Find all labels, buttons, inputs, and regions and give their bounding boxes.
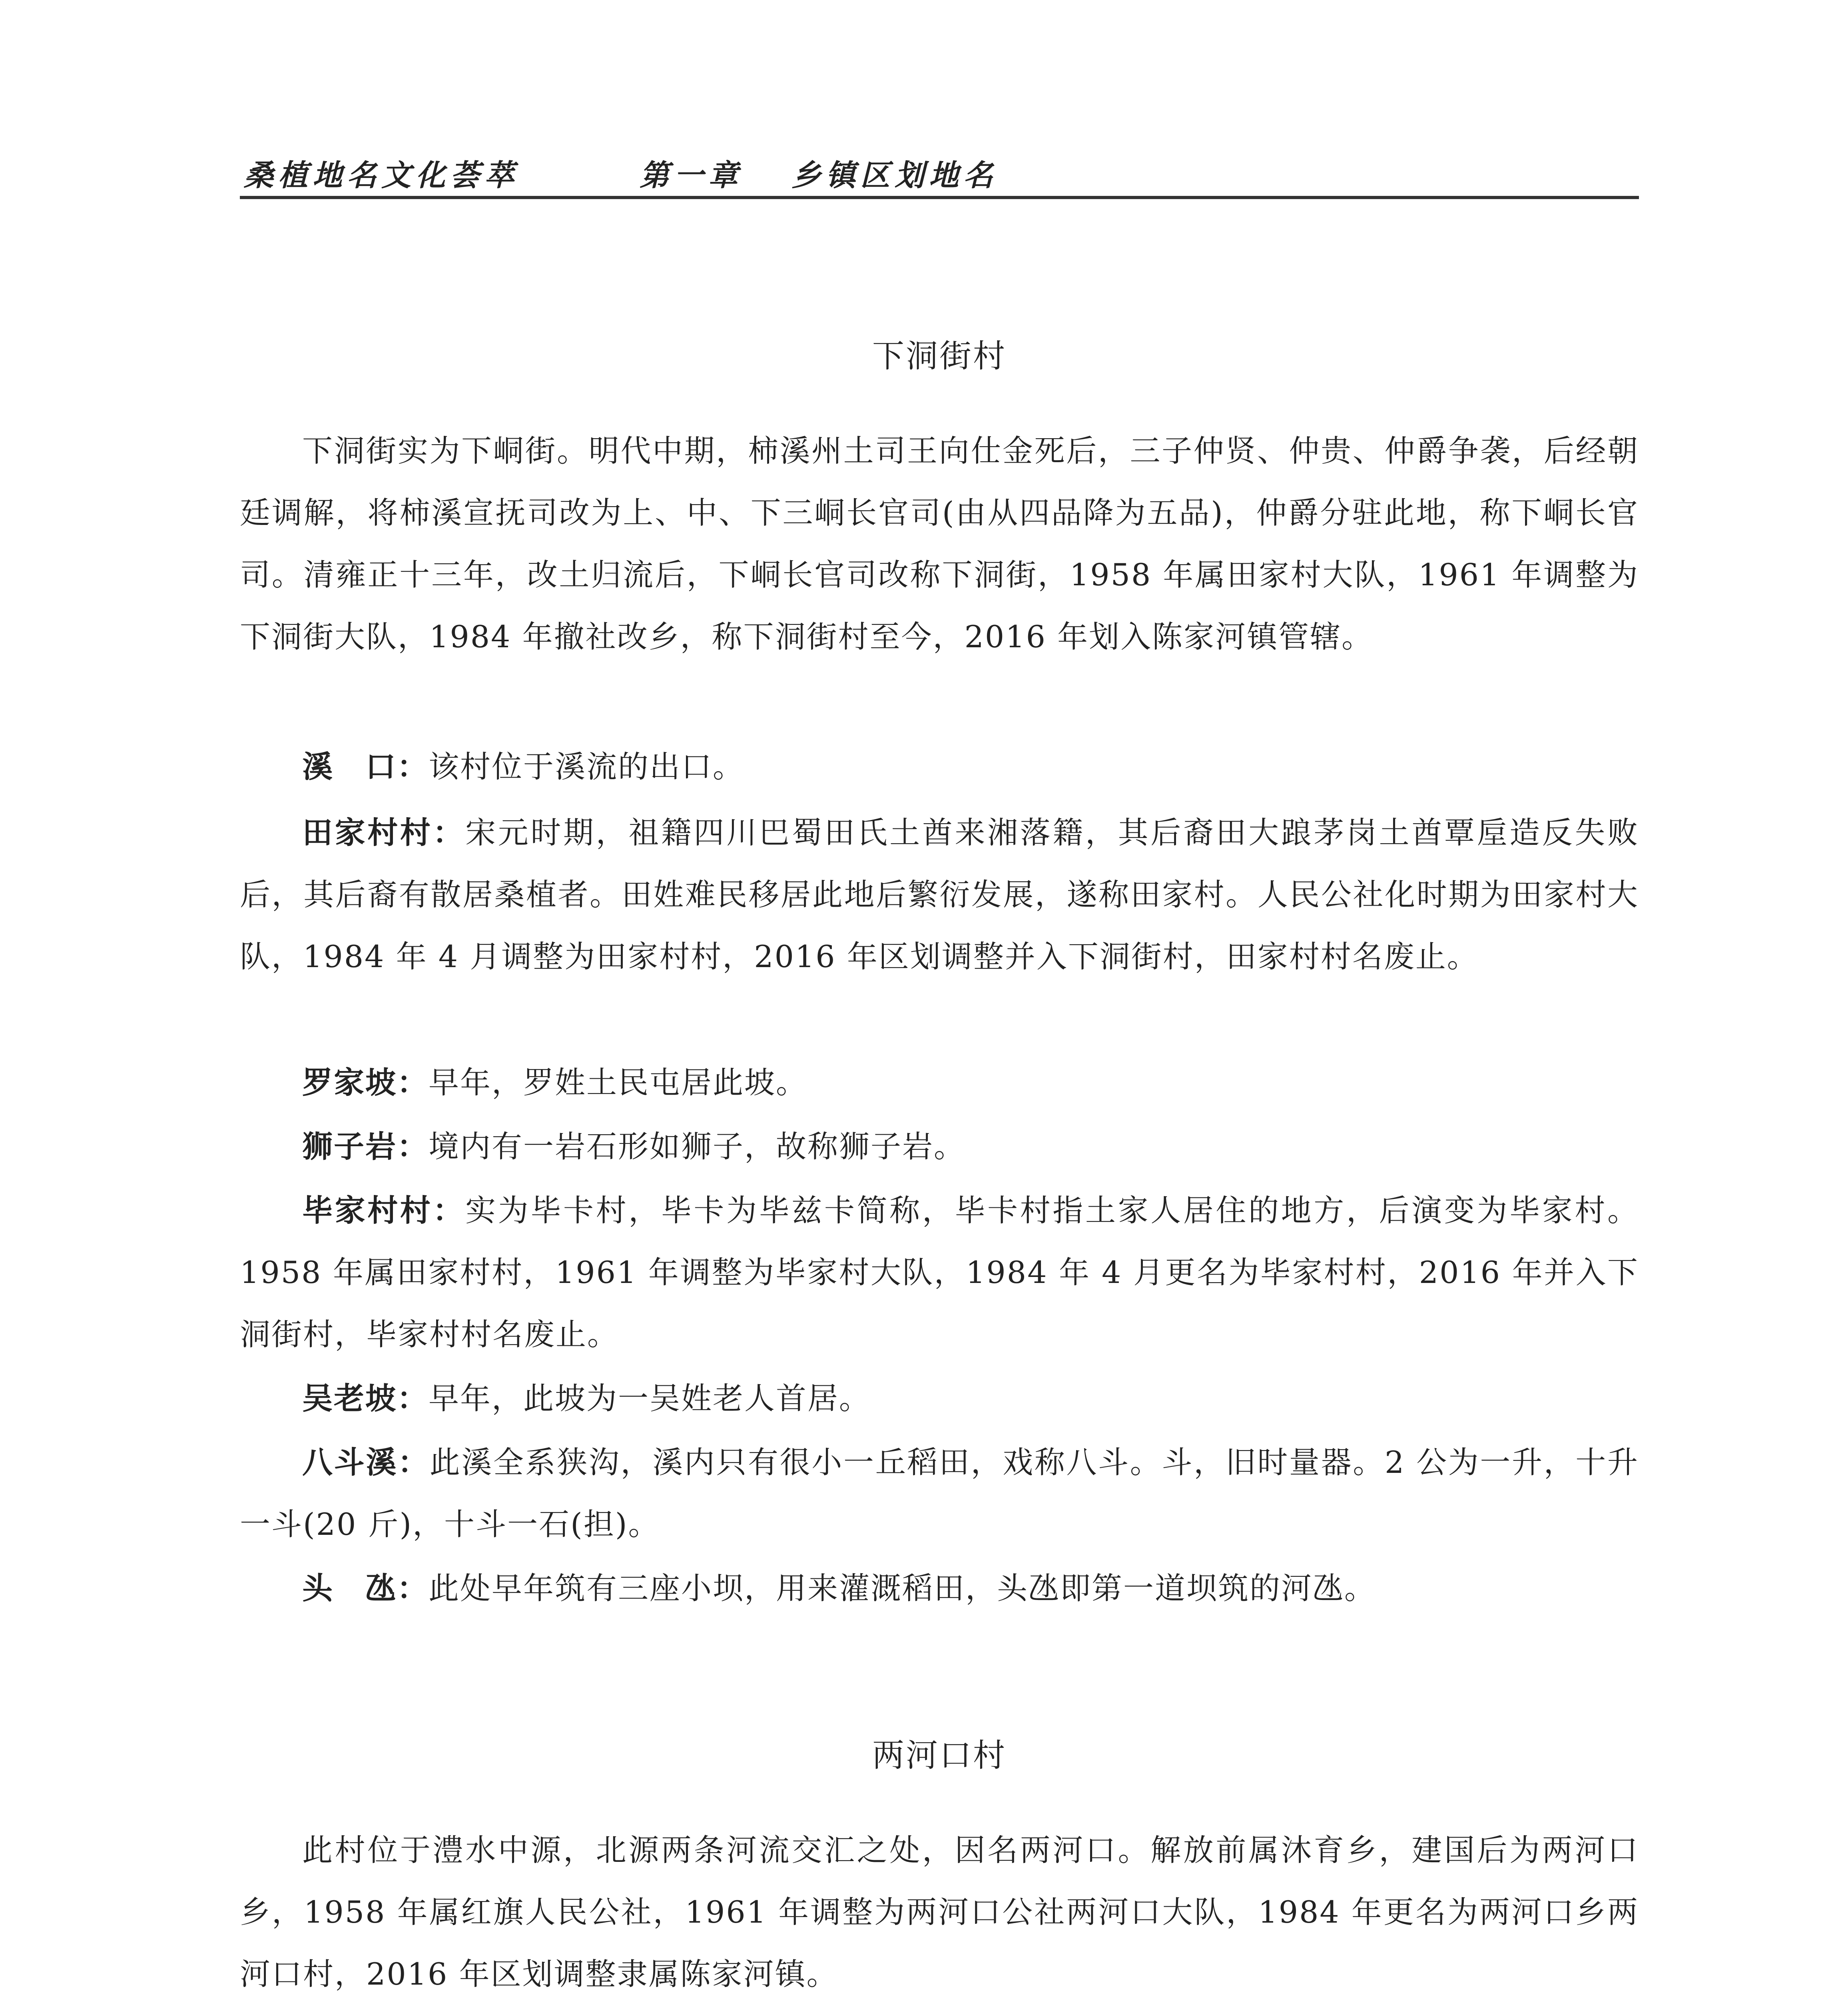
entry-text: 早年，此坡为一吴姓老人首居。 bbox=[429, 1381, 871, 1416]
entry-shiziyan bbox=[240, 1115, 1639, 1177]
entry-wulaopo bbox=[240, 1367, 1639, 1429]
entry-text: 实为毕卡村，毕卡为毕兹卡简称，毕卡村指土家人居住的地方，后演变为毕家村。1958 年属田家村村，1961 年调整为毕家村大队，1984 年 4 月更名为毕家村村，2016 年并入下洞街村，毕家村村名废止。 bbox=[240, 1193, 1639, 1352]
chapter-label: 第一章 bbox=[640, 158, 743, 193]
entry-text: 此溪全系狭沟，溪内只有很小一丘稻田，戏称八斗。斗，旧时量器。2 公为一升，十升一斗(20 斤)，十斗一石(担)。 bbox=[240, 1444, 1639, 1542]
entry-text: 该村位于溪流的出口。 bbox=[429, 749, 744, 784]
entry-term: 溪 口： bbox=[302, 749, 429, 784]
entry-term: 狮子岩： bbox=[302, 1129, 429, 1164]
entry-luojiapo bbox=[240, 1051, 1639, 1113]
entry-tianjiacun bbox=[240, 802, 1639, 988]
entry-text: 此处早年筑有三座小坝，用来灌溉稻田，头氹即第一道坝筑的河氹。 bbox=[429, 1570, 1376, 1606]
entry-xikou bbox=[240, 736, 1639, 798]
entry-text: 宋元时期，祖籍四川巴蜀田氏土酋来湘落籍，其后裔田大踉茅岗土酋覃垕造反失败后，其后裔有散居桑植者。田姓难民移居此地后繁衍发展，遂称田家村。人民公社化时期为田家村大队，1984 年 4 月调整为田家村村，2016 年区划调整并入下洞街村，田家村村名废止。 bbox=[240, 815, 1639, 974]
entry-text: 境内有一岩石形如狮子，故称狮子岩。 bbox=[429, 1129, 965, 1164]
entry-bijiacun bbox=[240, 1179, 1639, 1365]
entry-term: 吴老坡： bbox=[302, 1381, 429, 1416]
entry-term: 田家村村： bbox=[302, 815, 466, 850]
section-intro-xiadongjie: 下洞街实为下峒街。明代中期，柿溪州土司王向仕金死后，三子仲贤、仲贵、仲爵争袭，后经朝廷调解，将柿溪宣抚司改为上、中、下三峒长官司(由从四品降为五品)，仲爵分驻此地，称下峒长官司。清雍正十三年，改土归流后，下峒长官司改称下洞街，1958 年属田家村大队，1961 年调整为下洞街大队，1984 年撤社改乡，称下洞街村至今，2016 年划入陈家河镇管辖。 bbox=[240, 433, 1639, 654]
entry-term: 毕家村村： bbox=[302, 1193, 466, 1228]
book-title: 桑植地名文化荟萃 bbox=[244, 158, 519, 193]
section-title-xiadongjie: 下洞街村 bbox=[872, 337, 1007, 375]
section-title-lianghekou: 两河口村 bbox=[872, 1737, 1007, 1774]
entry-term: 罗家坡： bbox=[302, 1065, 429, 1100]
entry-badouxi bbox=[240, 1431, 1639, 1555]
section-label: 乡镇区划地名 bbox=[791, 158, 998, 193]
running-header bbox=[240, 144, 1639, 199]
entry-term: 头 氹： bbox=[302, 1570, 429, 1606]
entry-text: 早年，罗姓土民屯居此坡。 bbox=[429, 1065, 807, 1100]
entry-term: 八斗溪： bbox=[302, 1444, 430, 1480]
entry-toudang bbox=[240, 1557, 1639, 1619]
section-intro-lianghekou: 此村位于澧水中源，北源两条河流交汇之处，因名两河口。解放前属沐育乡，建国后为两河口乡，1958 年属红旗人民公社，1961 年调整为两河口公社两河口大队，1984 年更名为两河口乡两河口村，2016 年区划调整隶属陈家河镇。 bbox=[240, 1832, 1639, 1992]
